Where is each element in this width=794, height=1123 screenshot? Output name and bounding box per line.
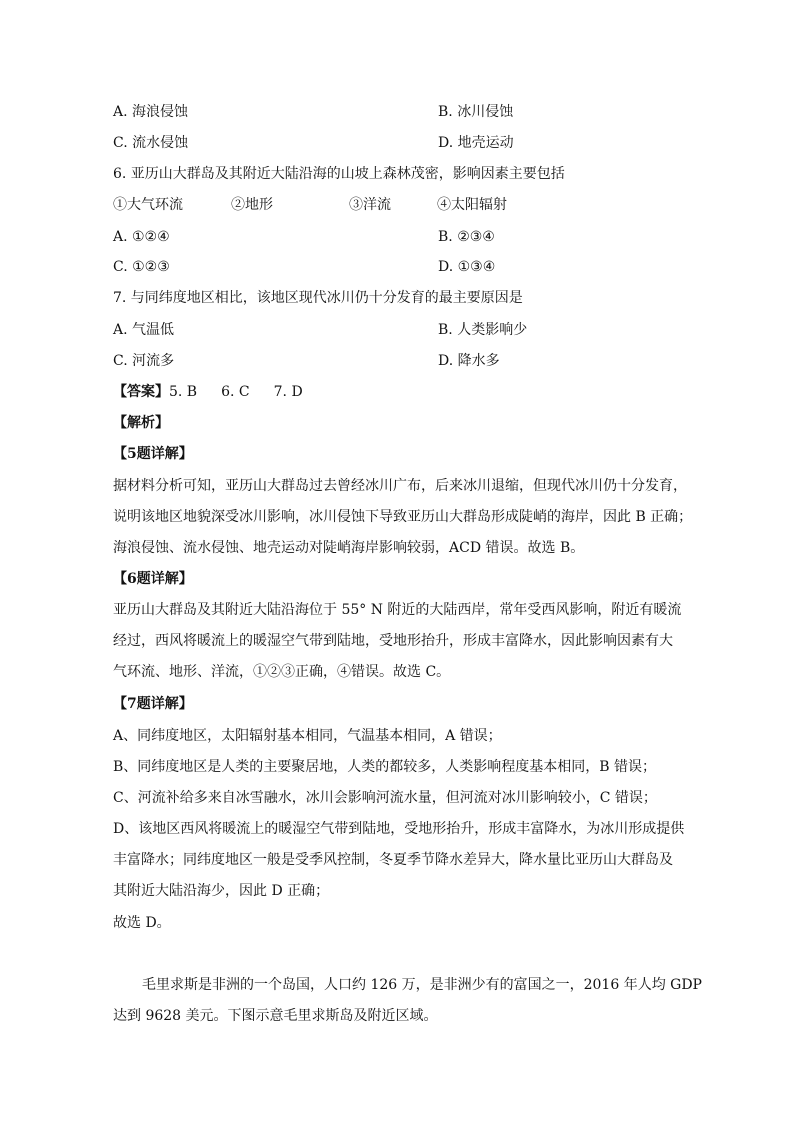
q5-option-c: C. 流水侵蚀 [113,135,189,151]
detail-7-title: 【7题详解】 [113,696,193,712]
q6-stem: 6. 亚历山大群岛及其附近大陆沿海的山坡上森林茂密，影响因素主要包括 [113,166,565,182]
answer-item-6: 6. C [221,384,250,400]
q7-option-a: A. 气温低 [113,322,175,338]
q7-option-c: C. 河流多 [113,353,175,369]
q6-factor-1: ①大气环流 [113,197,183,213]
q6-factor-3: ③洋流 [349,197,391,213]
answer-label: 【答案】 [113,384,169,400]
detail-7-line-6: 其附近大陆沿海少，因此 D 正确； [113,883,330,899]
answer-item-5: 5. B [169,384,198,400]
q6-option-d: D. ①③④ [438,259,496,275]
intro-line-2: 达到 9628 美元。下图示意毛里求斯岛及附近区域。 [113,1008,438,1024]
detail-5-title: 【5题详解】 [113,446,193,462]
detail-7-line-4: D、该地区西风将暖流上的暖湿空气带到陆地，受地形抬升，形成丰富降水，为冰川形成提供 [113,821,685,837]
detail-5-line-3: 海浪侵蚀、流水侵蚀、地壳运动对陡峭海岸影响较弱，ACD 错误。故选 B。 [113,540,585,556]
q5-option-d: D. 地壳运动 [438,135,514,151]
detail-6-line-1: 亚历山大群岛及其附近大陆沿海位于 55° N 附近的大陆西岸，常年受西风影响，附近有暖流 [113,602,682,618]
detail-7-line-2: B、同纬度地区是人类的主要聚居地，人类的都较多，人类影响程度基本相同，B 错误； [113,759,657,775]
detail-7-line-7: 故选 D。 [113,915,171,931]
q6-option-a: A. ①②④ [113,229,170,245]
detail-7-line-5: 丰富降水；同纬度地区一般是受季风控制，冬夏季节降水差异大，降水量比亚历山大群岛及 [113,852,673,868]
q6-factor-2: ②地形 [231,197,273,213]
detail-6-title: 【6题详解】 [113,571,193,587]
q5-option-a: A. 海浪侵蚀 [113,104,189,120]
q6-option-b: B. ②③④ [438,229,495,245]
q7-option-d: D. 降水多 [438,353,500,369]
q5-option-b: B. 冰川侵蚀 [438,104,514,120]
q6-option-c: C. ①②③ [113,259,170,275]
q7-stem: 7. 与同纬度地区相比，该地区现代冰川仍十分发育的最主要原因是 [113,290,523,306]
q6-factors [113,195,507,215]
q6-factor-4: ④太阳辐射 [437,197,507,213]
detail-6-line-3: 气环流、地形、洋流，①②③正确，④错误。故选 C。 [113,664,451,680]
analysis-label: 【解析】 [113,415,169,431]
intro-line-1: 毛里求斯是非洲的一个岛国，人口约 126 万，是非洲少有的富国之一，2016 年人均 GDP [142,977,702,993]
answer-line [113,382,303,402]
answer-item-7: 7. D [273,384,303,400]
detail-5-line-1: 据材料分析可知，亚历山大群岛过去曾经冰川广布，后来冰川退缩，但现代冰川仍十分发育， [113,478,687,494]
detail-5-line-2: 说明该地区地貌深受冰川影响，冰川侵蚀下导致亚历山大群岛形成陡峭的海岸，因此 B 正确； [113,509,693,525]
detail-7-line-1: A、同纬度地区，太阳辐射基本相同，气温基本相同，A 错误； [113,728,502,744]
detail-7-line-3: C、河流补给多来自冰雪融水，冰川会影响河流水量，但河流对冰川影响较小，C 错误； [113,790,657,806]
detail-6-line-2: 经过，西风将暖流上的暖湿空气带到陆地，受地形抬升，形成丰富降水，因此影响因素有大 [113,633,673,649]
q7-option-b: B. 人类影响少 [438,322,528,338]
